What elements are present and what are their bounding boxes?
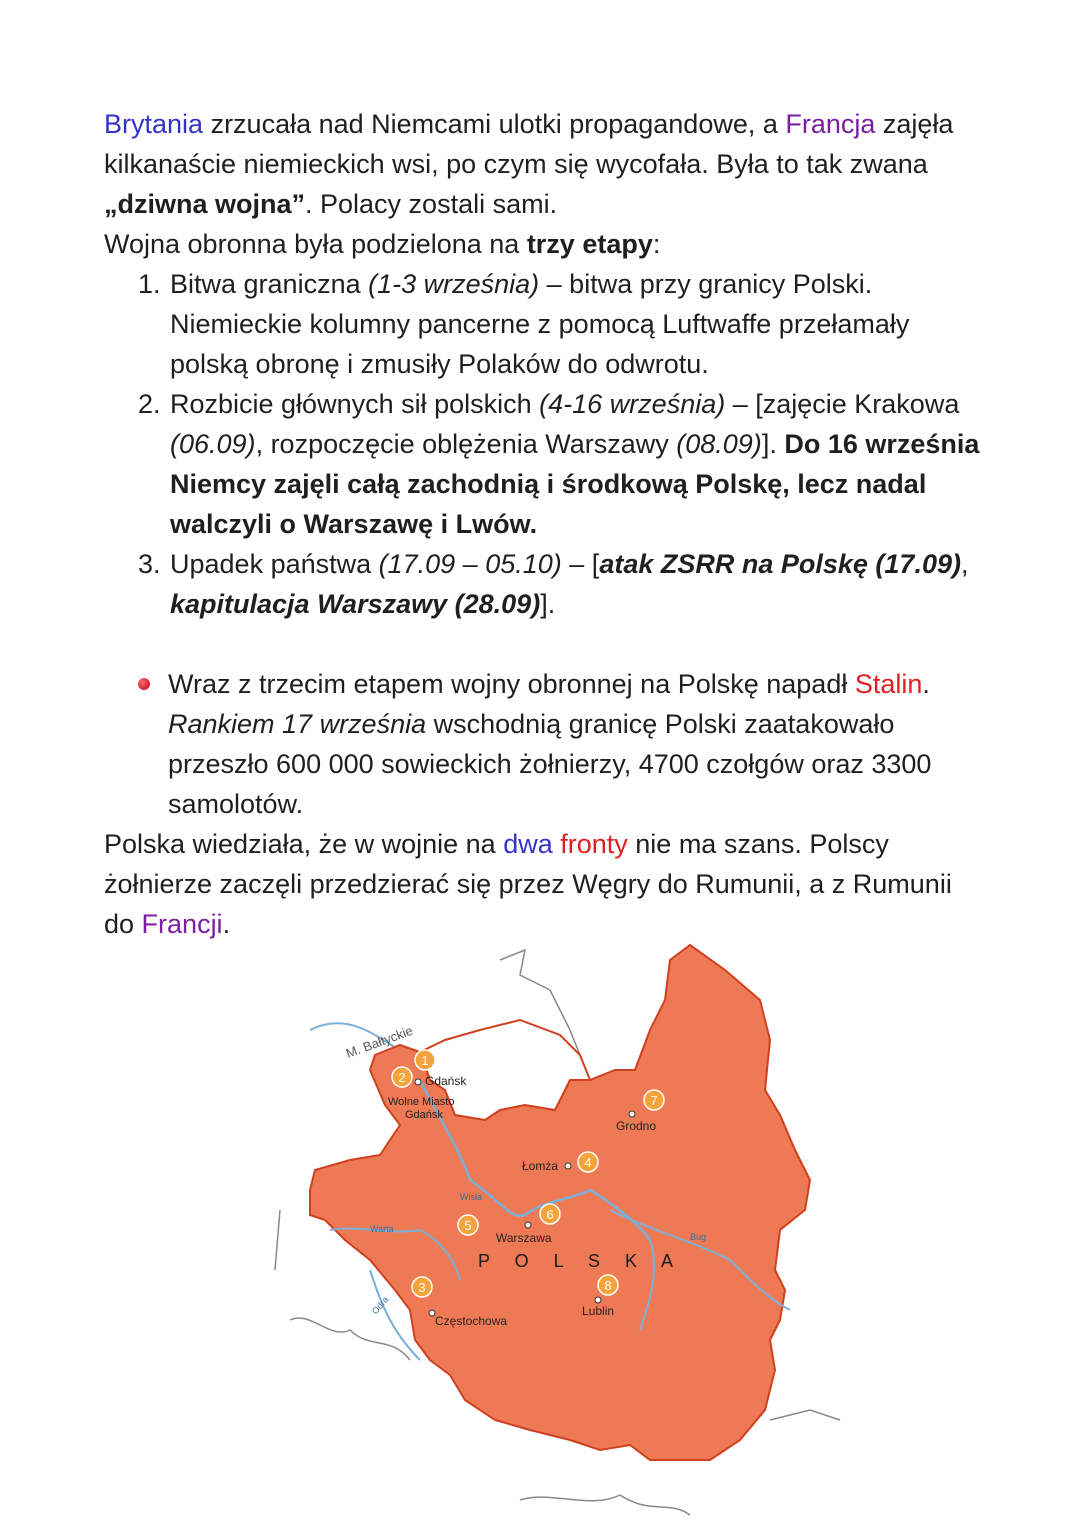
marker-2 xyxy=(392,1067,412,1087)
label-river-bug: Bug xyxy=(690,1232,707,1242)
label-warszawa: Warszawa xyxy=(496,1231,552,1245)
marker-5 xyxy=(458,1215,478,1235)
text: , xyxy=(960,549,969,579)
date: (08.09) xyxy=(676,429,762,459)
marker-number: 3 xyxy=(418,1280,426,1295)
marker-number: 2 xyxy=(398,1070,406,1085)
text: ]. xyxy=(761,429,785,459)
text: . xyxy=(922,669,930,699)
marker-number: 8 xyxy=(604,1278,612,1293)
text: – bitwa przy granicy Polski. Niemieckie kolumny pancerne z pomocą Luftwaffe przełamały polską obronę i zmusiły Polaków do odwrotu. xyxy=(170,269,910,379)
phrase-dziwna-wojna: „dziwna wojna” xyxy=(104,189,306,219)
marker-6 xyxy=(540,1204,560,1224)
map-poland-1939 xyxy=(270,940,850,1527)
label-river-warta: Warta xyxy=(370,1224,394,1234)
stage-dates: (4-16 września) xyxy=(539,389,726,419)
marker-8 xyxy=(598,1275,618,1295)
stages-list xyxy=(104,264,984,624)
label-grodno: Grodno xyxy=(616,1119,657,1133)
marker-3 xyxy=(412,1277,432,1297)
label-river-odra: Odra xyxy=(369,1294,391,1317)
city-dot-czestochowa xyxy=(429,1310,435,1316)
stage-dates: (17.09 – 05.10) xyxy=(378,549,562,579)
bullet-dot-icon xyxy=(138,678,150,690)
label-polska: P O L S K A xyxy=(478,1251,684,1271)
marker-number: 6 xyxy=(546,1207,554,1222)
stage-item xyxy=(168,384,984,544)
stage-item xyxy=(168,544,984,624)
word-francja: Francja xyxy=(785,109,876,139)
bullet-paragraph xyxy=(104,664,984,824)
neighbour-border xyxy=(520,1495,690,1515)
date-phrase: Rankiem 17 września xyxy=(168,709,427,739)
text: . xyxy=(222,909,231,939)
text: nie ma szans. Polscy żołnierze zaczęli przedzierać się przez Węgry do Rumunii, a z Rumunii do xyxy=(104,829,952,939)
date: (06.09) xyxy=(170,429,256,459)
text: – [ xyxy=(561,549,600,579)
text: Polska wiedziała, że w wojnie na xyxy=(104,829,504,859)
marker-number: 5 xyxy=(464,1218,472,1233)
marker-7 xyxy=(644,1090,664,1110)
word-brytania: Brytania xyxy=(104,109,204,139)
label-sea: M. Bałtyckie xyxy=(343,1022,415,1061)
label-czestochowa: Częstochowa xyxy=(435,1314,508,1328)
bold-event: kapitulacja Warszawy (28.09) xyxy=(170,589,541,619)
text: . Polacy zostali sami. xyxy=(305,189,558,219)
text: zajęła kilkanaście niemieckich wsi, po czym się wycofała. Była to tak zwana xyxy=(104,109,954,179)
phrase-trzy-etapy: trzy etapy xyxy=(526,229,653,259)
stage-item xyxy=(168,264,984,384)
marker-number: 7 xyxy=(650,1093,658,1108)
label-free-city-2: Gdańsk xyxy=(405,1109,443,1121)
text: Wraz z trzecim etapem wojny obronnej na Polskę napadł xyxy=(168,669,855,699)
city-dot-warszawa xyxy=(525,1222,531,1228)
city-dot-lublin xyxy=(595,1297,601,1303)
word-dwa: dwa xyxy=(503,829,553,859)
paragraph-etapy xyxy=(104,224,984,264)
text: – [zajęcie Krakowa xyxy=(725,389,960,419)
text: zrzucała nad Niemcami ulotki propagandowe, a xyxy=(203,109,786,139)
bold-summary: Do 16 września Niemcy zajęli całą zachodnią i środkową Polskę, lecz nadal walczyli o Warszawę i Lwów. xyxy=(170,429,980,539)
label-free-city-1: Wolne Miasto xyxy=(388,1096,455,1108)
marker-number: 4 xyxy=(584,1155,592,1170)
text: wschodnią granicę Polski zaatakowało przeszło 600 000 sowieckich żołnierzy, 4700 czołgów oraz 3300 samolotów. xyxy=(168,709,932,819)
text: Upadek państwa xyxy=(170,549,379,579)
paragraph-dziwna-wojna xyxy=(104,104,984,224)
text: Wojna obronna była podzielona na xyxy=(104,229,527,259)
text: : xyxy=(652,229,661,259)
bold-event: atak ZSRR na Polskę (17.09) xyxy=(599,549,961,579)
label-lublin: Lublin xyxy=(582,1304,615,1318)
word-francji: Francji xyxy=(141,909,223,939)
stage-dates: (1-3 września) xyxy=(368,269,540,299)
text: Bitwa graniczna xyxy=(170,269,369,299)
text: ]. xyxy=(540,589,556,619)
city-dot-grodno xyxy=(629,1111,635,1117)
city-dot-lomza xyxy=(565,1163,571,1169)
neighbour-border xyxy=(770,1410,840,1420)
label-river-wisla: Wisła xyxy=(460,1192,482,1202)
label-gdansk: Gdańsk xyxy=(425,1074,467,1088)
city-dot-gdansk xyxy=(415,1079,421,1085)
word-stalin: Stalin xyxy=(854,669,923,699)
paragraph-dwa-fronty xyxy=(104,824,984,944)
poland-territory xyxy=(310,945,810,1460)
word-fronty: fronty xyxy=(560,829,628,859)
marker-4 xyxy=(578,1152,598,1172)
label-lomza: Łomża xyxy=(522,1159,559,1173)
text: , rozpoczęcie oblężenia Warszawy xyxy=(255,429,677,459)
marker-1 xyxy=(415,1050,435,1070)
spacer xyxy=(104,624,984,664)
marker-number: 1 xyxy=(421,1053,429,1068)
text: Rozbicie głównych sił polskich xyxy=(170,389,540,419)
document-body xyxy=(104,104,984,944)
